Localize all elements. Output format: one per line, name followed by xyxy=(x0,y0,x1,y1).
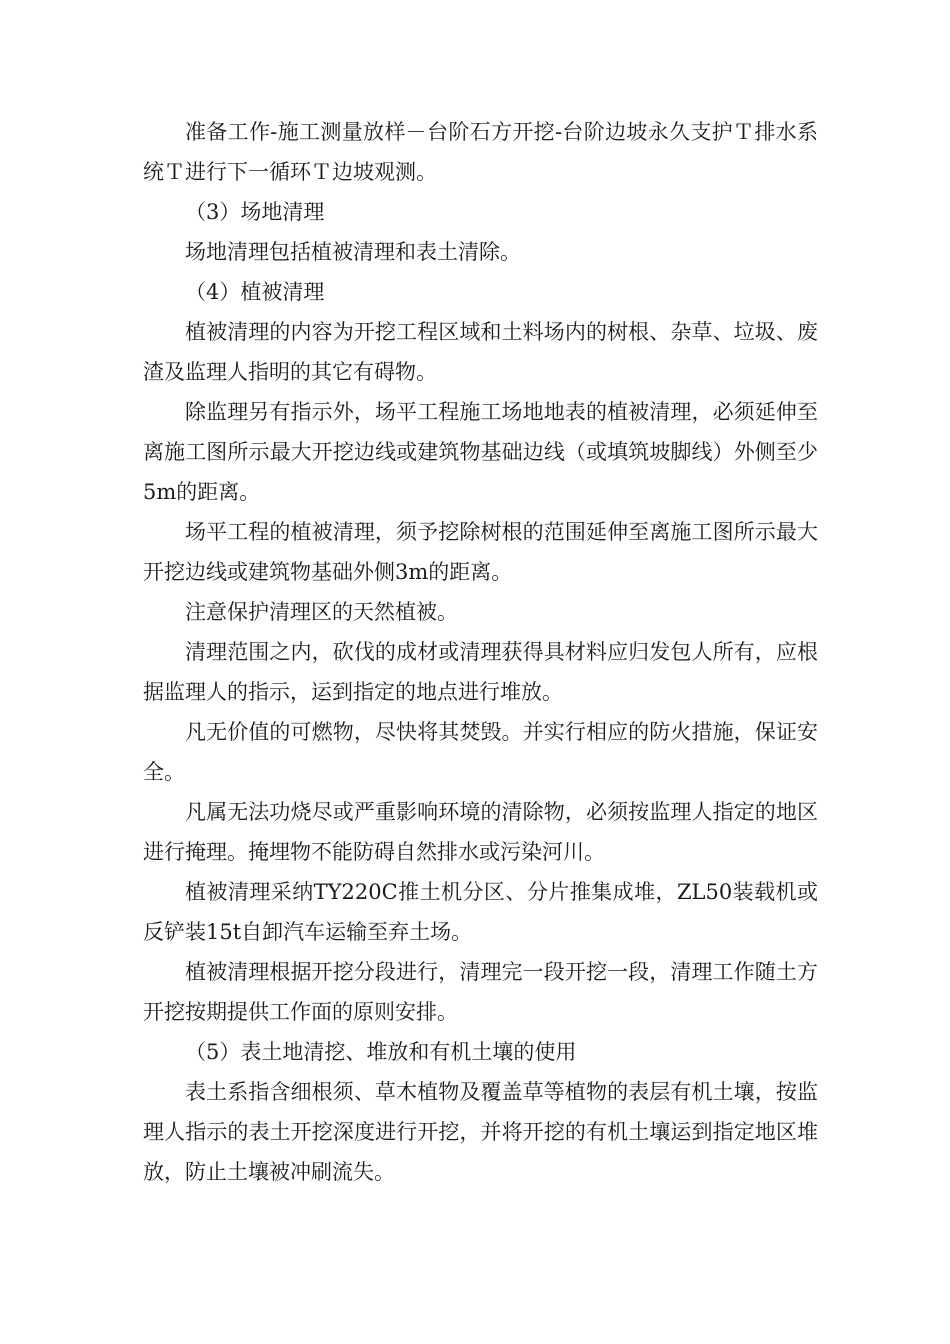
paragraph-9: 凡属无法功烧尽或严重影响环境的清除物，必须按监理人指定的地区进行掩理。掩埋物不能防碍自然排水或污染河川。 xyxy=(143,800,818,864)
paragraph-3: 植被清理的内容为开挖工程区域和土料场内的树根、杂草、垃圾、废渣及监理人指明的其它有碍物。 xyxy=(143,320,818,384)
section-heading-5: （5）表土地清挖、堆放和有机土壤的使用 xyxy=(185,1040,577,1064)
paragraph-12: 表土系指含细根须、草木植物及覆盖草等植物的表层有机土壤，按监理人指示的表土开挖深度进行开挖，并将开挖的有机土壤运到指定地区堆放，防止土壤被冲刷流失。 xyxy=(143,1080,818,1184)
section-heading-4: （4）植被清理 xyxy=(185,280,325,304)
paragraph-8: 凡无价值的可燃物，尽快将其焚毁。并实行相应的防火措施，保证安全。 xyxy=(143,720,818,784)
paragraph-4: 除监理另有指示外，场平工程施工场地地表的植被清理，必须延伸至离施工图所示最大开挖边线或建筑物基础边线（或填筑坡脚线）外侧至少5m的距离。 xyxy=(143,400,818,504)
paragraph-10: 植被清理采纳TY220C推土机分区、分片推集成堆，ZL50装载机或反铲装15t自卸汽车运输至弃土场。 xyxy=(143,880,818,944)
paragraph-1: 准备工作-施工测量放样－台阶石方开挖-台阶边坡永久支护Ｔ排水系统Ｔ进行下一循环Ｔ边坡观测。 xyxy=(143,120,818,184)
paragraph-6: 注意保护清理区的天然植被。 xyxy=(185,600,458,624)
paragraph-2: 场地清理包括植被清理和表土清除。 xyxy=(185,240,521,264)
paragraph-5: 场平工程的植被清理，须予挖除树根的范围延伸至离施工图所示最大开挖边线或建筑物基础外侧3m的距离。 xyxy=(143,520,818,584)
paragraph-7: 清理范围之内，砍伐的成材或清理获得具材料应归发包人所有，应根据监理人的指示，运到指定的地点进行堆放。 xyxy=(143,640,818,704)
paragraph-11: 植被清理根据开挖分段进行，清理完一段开挖一段，清理工作随土方开挖按期提供工作面的原则安排。 xyxy=(143,960,818,1024)
document-body xyxy=(143,112,818,1192)
section-heading-3: （3）场地清理 xyxy=(185,200,325,224)
